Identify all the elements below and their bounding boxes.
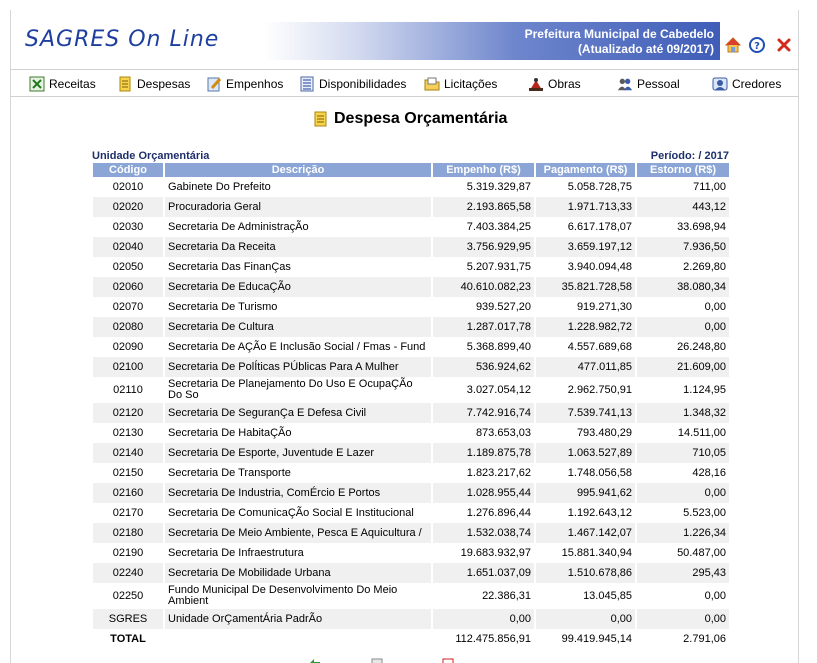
cell-codigo: SGRES <box>93 609 163 629</box>
menu-label: Credores <box>732 77 782 91</box>
help-icon[interactable] <box>749 37 765 53</box>
table-row <box>93 317 729 337</box>
cell-descricao: Secretaria De Industria, ComÉrcio E Portos <box>165 483 431 503</box>
cell-codigo: 02080 <box>93 317 163 337</box>
updated-date: (Atualizado até 09/2017) <box>577 42 714 56</box>
total-spacer <box>165 629 431 649</box>
cell-estorno: 443,12 <box>637 197 729 217</box>
cell-pagamento: 1.192.643,12 <box>567 506 632 519</box>
cell-estorno: 26.248,80 <box>677 340 726 353</box>
sagres-logo: SAGRES On Line <box>25 27 220 52</box>
table-row <box>93 357 729 377</box>
document-icon <box>314 111 328 127</box>
cell-empenho: 1.276.896,44 <box>466 506 531 519</box>
page-title: Despesa Orçamentária <box>334 110 508 127</box>
cell-codigo: 02180 <box>93 523 163 543</box>
header-estorno[interactable]: Estorno (R$) <box>637 163 729 177</box>
title-wrap <box>314 110 507 128</box>
menu-licitacoes[interactable] <box>424 75 497 93</box>
cell-codigo: 02150 <box>112 466 144 479</box>
cell-empenho: 536.924,62 <box>433 357 534 377</box>
close-icon[interactable] <box>776 37 792 53</box>
menu-label: Receitas <box>49 77 96 91</box>
cell-descricao: Fundo Municipal De Desenvolvimento Do Meio Ambient <box>168 584 398 607</box>
cell-pagamento: 995.941,62 <box>536 483 635 503</box>
pencil-document-icon <box>206 76 222 92</box>
person-card-icon <box>712 76 728 92</box>
pdf-icon[interactable] <box>441 658 455 663</box>
cell-empenho: 19.683.932,97 <box>460 546 531 559</box>
cell-pagamento: 15.881.340,94 <box>561 546 632 559</box>
cell-descricao: Secretaria De Cultura <box>165 317 431 337</box>
cell-pagamento: 4.557.689,68 <box>567 340 632 353</box>
cell-empenho: 1.287.017,78 <box>433 317 534 337</box>
cell-pagamento: 35.821.728,58 <box>536 277 635 297</box>
total-pagamento: 99.419.945,14 <box>561 632 632 645</box>
print-icon[interactable] <box>370 658 384 663</box>
header-empenho[interactable]: Empenho (R$) <box>433 163 534 177</box>
table-row <box>93 177 729 197</box>
table-row <box>93 543 729 563</box>
cell-descricao: Gabinete Do Prefeito <box>168 180 271 193</box>
cell-descricao: Secretaria De SeguranÇa E Defesa Civil <box>165 403 431 423</box>
table-row <box>93 463 729 483</box>
cell-descricao: Secretaria De PolÍticas PÚblicas Para A Mulher <box>165 357 431 377</box>
cell-codigo: 02160 <box>93 483 163 503</box>
folder-icon <box>424 76 440 92</box>
cell-codigo: 02130 <box>112 426 144 439</box>
cell-pagamento: 0,00 <box>536 609 635 629</box>
menu-disponibilidades[interactable] <box>299 75 406 93</box>
cell-estorno: 711,00 <box>693 180 726 193</box>
cell-empenho: 40.610.082,23 <box>433 277 534 297</box>
cell-empenho: 1.651.037,09 <box>433 563 534 583</box>
cell-estorno: 5.523,00 <box>683 506 726 519</box>
cell-pagamento: 6.617.178,07 <box>567 220 632 233</box>
cell-empenho: 873.653,03 <box>475 426 531 439</box>
menu-credores[interactable] <box>712 75 781 93</box>
svg-text:?: ? <box>754 41 760 52</box>
cell-descricao: Secretaria De Transporte <box>168 466 291 479</box>
cell-codigo: 02190 <box>112 546 144 559</box>
cell-estorno: 50.487,00 <box>677 546 726 559</box>
cell-pagamento: 1.228.982,72 <box>536 317 635 337</box>
cell-descricao: Secretaria Da Receita <box>165 237 431 257</box>
total-row <box>93 629 729 649</box>
cell-empenho: 1.823.217,62 <box>466 466 531 479</box>
unidade-label: Unidade Orçamentária <box>92 150 210 162</box>
main-menu <box>11 69 798 97</box>
cell-empenho: 1.189.875,78 <box>433 443 534 463</box>
menu-label: Empenhos <box>226 77 284 91</box>
cell-descricao: Secretaria De AdministraçÃo <box>168 220 309 233</box>
page-frame <box>10 10 799 663</box>
cell-codigo: 02250 <box>112 589 144 602</box>
cell-descricao: Secretaria De Planejamento Do Uso E OcupaÇÃo Do So <box>168 378 413 401</box>
header-codigo[interactable]: Código <box>93 163 163 177</box>
menu-label: Pessoal <box>637 77 680 91</box>
table-row <box>93 503 729 523</box>
cell-codigo: 02120 <box>93 403 163 423</box>
cell-estorno: 14.511,00 <box>677 426 726 439</box>
cell-estorno: 21.609,00 <box>637 357 729 377</box>
cell-pagamento: 1.467.142,07 <box>536 523 635 543</box>
cell-pagamento: 3.659.197,12 <box>536 237 635 257</box>
table-row <box>93 563 729 583</box>
cell-estorno: 0,00 <box>637 609 729 629</box>
cell-descricao: Secretaria De HabitaÇÃo <box>168 426 292 439</box>
cell-descricao: Secretaria De Infraestrutura <box>168 546 304 559</box>
cell-pagamento: 7.539.741,13 <box>536 403 635 423</box>
construction-icon <box>528 76 544 92</box>
cell-descricao: Secretaria De ComunicaÇÃo Social E Institucional <box>168 506 414 519</box>
cell-codigo: 02050 <box>112 260 144 273</box>
menu-label: Licitações <box>444 77 498 91</box>
org-name: Prefeitura Municipal de Cabedelo <box>524 27 714 41</box>
people-icon <box>617 76 633 92</box>
cell-estorno: 1.124,95 <box>683 383 726 396</box>
cell-codigo: 02100 <box>93 357 163 377</box>
cell-descricao: Secretaria Das FinanÇas <box>168 260 291 273</box>
menu-label: Obras <box>548 77 581 91</box>
menu-receitas[interactable] <box>29 75 96 93</box>
cell-estorno: 1.226,34 <box>637 523 729 543</box>
table-row <box>93 277 729 297</box>
cell-codigo: 02140 <box>93 443 163 463</box>
cell-estorno: 0,00 <box>637 483 729 503</box>
table-row <box>93 257 729 277</box>
cell-descricao: Unidade OrÇamentÁria PadrÃo <box>165 609 431 629</box>
cell-empenho: 2.193.865,58 <box>433 197 534 217</box>
menu-obras[interactable] <box>528 75 581 93</box>
cell-estorno: 2.269,80 <box>683 260 726 273</box>
cell-descricao: Secretaria De Esporte, Juventude E Lazer <box>165 443 431 463</box>
table-row <box>93 377 729 403</box>
cell-codigo: 02060 <box>93 277 163 297</box>
total-estorno: 2.791,06 <box>683 632 726 645</box>
table-row <box>93 297 729 317</box>
cell-pagamento: 3.940.094,48 <box>567 260 632 273</box>
spreadsheet-icon <box>29 76 45 92</box>
cell-codigo: 02170 <box>112 506 144 519</box>
table-row <box>93 583 729 609</box>
back-icon[interactable] <box>307 658 321 663</box>
cell-estorno: 0,00 <box>704 589 726 602</box>
cell-pagamento: 5.058.728,75 <box>567 180 632 193</box>
cell-estorno: 38.080,34 <box>637 277 729 297</box>
cell-estorno: 428,16 <box>692 466 726 479</box>
cell-estorno: 0,00 <box>704 300 726 313</box>
cell-codigo: 02240 <box>93 563 163 583</box>
cell-empenho: 3.756.929,95 <box>433 237 534 257</box>
cell-empenho: 5.368.899,40 <box>466 340 531 353</box>
cell-descricao: Secretaria De Meio Ambiente, Pesca E Aquicultura / <box>165 523 431 543</box>
cell-pagamento: 793.480,29 <box>576 426 632 439</box>
cell-descricao: Secretaria De EducaÇÃo <box>165 277 431 297</box>
table-row <box>93 483 729 503</box>
cell-codigo: 02070 <box>112 300 144 313</box>
list-icon <box>299 76 315 92</box>
table-row <box>93 423 729 443</box>
cell-empenho: 22.386,31 <box>482 589 531 602</box>
cell-pagamento: 1.510.678,86 <box>536 563 635 583</box>
cell-empenho: 7.742.916,74 <box>433 403 534 423</box>
cell-empenho: 7.403.384,25 <box>466 220 531 233</box>
cell-descricao: Secretaria De Mobilidade Urbana <box>165 563 431 583</box>
cell-estorno: 710,05 <box>637 443 729 463</box>
menu-despesas[interactable] <box>117 75 190 93</box>
table-header-row <box>93 163 729 177</box>
cell-pagamento: 1.063.527,89 <box>536 443 635 463</box>
document-icon <box>117 76 133 92</box>
cell-estorno: 1.348,32 <box>637 403 729 423</box>
cell-empenho: 5.319.329,87 <box>466 180 531 193</box>
cell-pagamento: 2.962.750,91 <box>567 383 632 396</box>
total-label: TOTAL <box>110 632 146 645</box>
cell-estorno: 0,00 <box>637 317 729 337</box>
menu-empenhos[interactable] <box>206 75 283 93</box>
cell-empenho: 1.028.955,44 <box>433 483 534 503</box>
cell-codigo: 02090 <box>112 340 144 353</box>
cell-descricao: Secretaria De AÇÃo E Inclusão Social / Fmas - Fund <box>168 340 426 353</box>
header-pagamento[interactable]: Pagamento (R$) <box>536 163 635 177</box>
cell-empenho: 5.207.931,75 <box>466 260 531 273</box>
table-row <box>93 217 729 237</box>
table-row <box>93 609 729 629</box>
cell-codigo: 02030 <box>112 220 144 233</box>
cell-empenho: 3.027.054,12 <box>466 383 531 396</box>
header-banner <box>264 22 720 60</box>
total-empenho: 112.475.856,91 <box>455 632 531 645</box>
table-row <box>93 523 729 543</box>
cell-estorno: 7.936,50 <box>637 237 729 257</box>
cell-pagamento: 1.748.056,58 <box>567 466 632 479</box>
cell-pagamento: 1.971.713,33 <box>536 197 635 217</box>
home-icon[interactable] <box>725 37 741 53</box>
cell-pagamento: 13.045,85 <box>583 589 632 602</box>
cell-pagamento: 919.271,30 <box>576 300 632 313</box>
cell-empenho: 939.527,20 <box>475 300 531 313</box>
despesa-table <box>91 163 731 649</box>
cell-descricao: Procuradoria Geral <box>165 197 431 217</box>
menu-pessoal[interactable] <box>617 75 680 93</box>
periodo-label: Período: / 2017 <box>650 150 729 162</box>
cell-estorno: 295,43 <box>637 563 729 583</box>
cell-codigo: 02020 <box>93 197 163 217</box>
header-descricao[interactable]: Descrição <box>165 163 431 177</box>
cell-codigo: 02110 <box>113 383 143 396</box>
table-row <box>93 237 729 257</box>
table-row <box>93 443 729 463</box>
menu-label: Despesas <box>137 77 191 91</box>
cell-empenho: 0,00 <box>433 609 534 629</box>
menu-label: Disponibilidades <box>319 77 407 91</box>
cell-codigo: 02040 <box>93 237 163 257</box>
cell-estorno: 33.698,94 <box>677 220 726 233</box>
cell-pagamento: 477.011,85 <box>536 357 635 377</box>
table-row <box>93 197 729 217</box>
cell-empenho: 1.532.038,74 <box>433 523 534 543</box>
cell-descricao: Secretaria De Turismo <box>168 300 278 313</box>
cell-codigo: 02010 <box>112 180 144 193</box>
table-row <box>93 403 729 423</box>
table-row <box>93 337 729 357</box>
